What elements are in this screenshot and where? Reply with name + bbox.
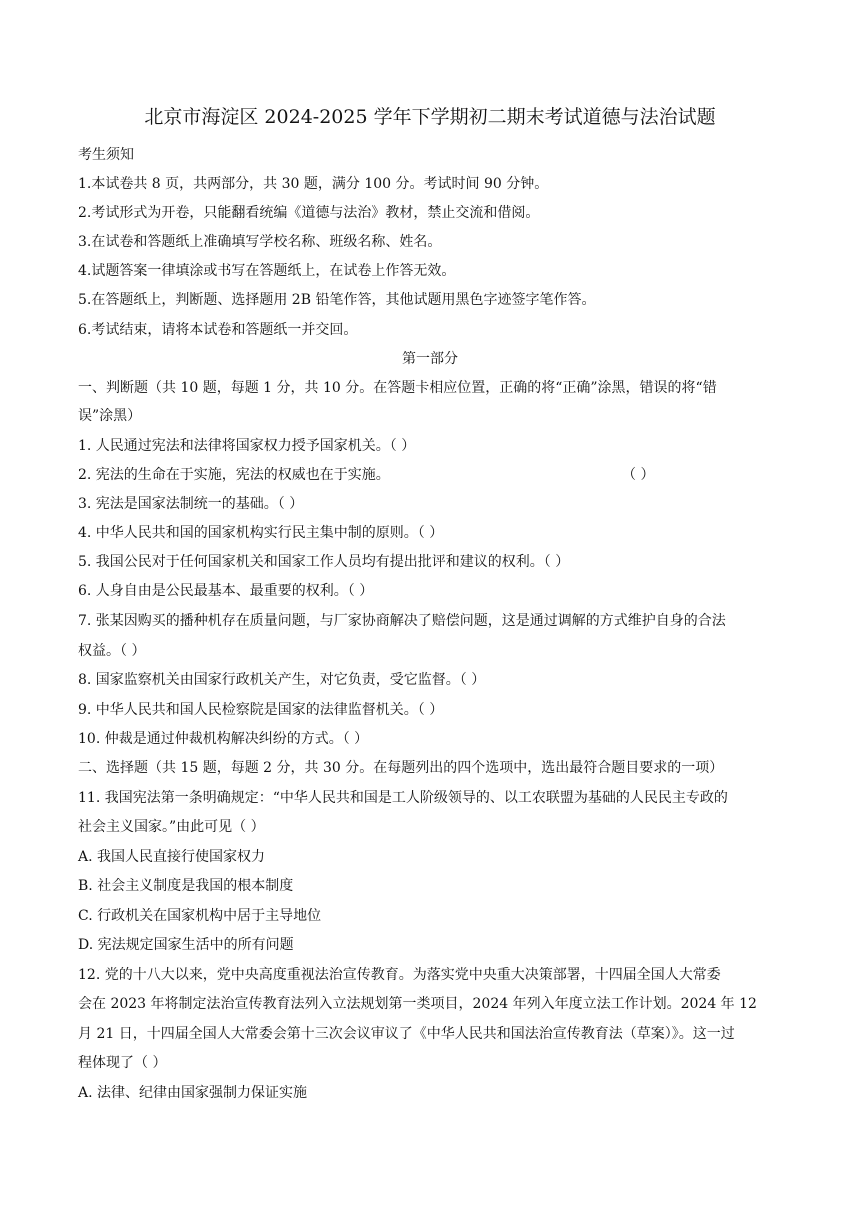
notice-item-4: 4.试题答案一律填涂或书写在答题纸上，在试卷上作答无效。	[78, 263, 456, 279]
part-one-heading: 第一部分	[402, 351, 458, 367]
question-11: 11. 我国宪法第一条明确规定：“中华人民共和国是工人阶级领导的、以工农联盟为基础的人民民主专政的	[78, 790, 728, 806]
question-9: 9. 中华人民共和国人民检察院是国家的法律监督机关。（ ）	[78, 702, 444, 718]
notice-item-2: 2.考试形式为开卷，只能翻看统编《道德与法治》教材，禁止交流和借阅。	[78, 205, 540, 221]
notice-item-6: 6.考试结束，请将本试卷和答题纸一并交回。	[78, 322, 358, 338]
question-11-option-d: D. 宪法规定国家生活中的所有问题	[78, 937, 294, 953]
notice-item-3: 3.在试卷和答题纸上准确填写学校名称、班级名称、姓名。	[78, 234, 442, 250]
question-12-cont-1: 会在 2023 年将制定法治宣传教育法列入立法规划第一类项目，2024 年列入年度立法工作计划。2024 年 12	[78, 996, 757, 1012]
question-12: 12. 党的十八大以来，党中央高度重视法治宣传教育。为落实党中央重大决策部署，十四届全国人大常委	[78, 967, 721, 983]
question-11-option-b: B. 社会主义制度是我国的根本制度	[78, 878, 294, 894]
question-12-cont-2: 月 21 日，十四届全国人大常委会第十三次会议审议了《中华人民共和国法治宣传教育法（草案）》。这一过	[78, 1026, 735, 1042]
question-2-bracket: （ ）	[622, 467, 655, 483]
question-12-cont-3: 程体现了（ ）	[78, 1055, 167, 1071]
question-12-option-a: A. 法律、纪律由国家强制力保证实施	[78, 1085, 308, 1101]
question-4: 4. 中华人民共和国的国家机构实行民主集中制的原则。（ ）	[78, 525, 444, 541]
question-11-option-a: A. 我国人民直接行使国家权力	[78, 849, 266, 865]
question-11-cont: 社会主义国家。”由此可见（ ）	[78, 819, 265, 835]
notice-heading: 考生须知	[78, 147, 134, 163]
section-two-heading: 二、选择题（共 15 题，每题 2 分，共 30 分。在每题列出的四个选项中，选出最符合题目要求的一项）	[78, 760, 724, 776]
section-one-heading: 一、判断题（共 10 题，每题 1 分，共 10 分。在答题卡相应位置，正确的将“正确”涂黑，错误的将“错	[78, 380, 717, 396]
exam-title: 北京市海淀区 2024-2025 学年下学期初二期末考试道德与法治试题	[144, 106, 716, 128]
notice-item-5: 5.在答题纸上，判断题、选择题用 2B 铅笔作答，其他试题用黑色字迹签字笔作答。	[78, 292, 596, 308]
question-7-cont: 权益。（ ）	[78, 643, 146, 659]
question-7: 7. 张某因购买的播种机存在质量问题，与厂家协商解决了赔偿问题，这是通过调解的方式维护自身的合法	[78, 613, 726, 629]
question-3: 3. 宪法是国家法制统一的基础。（ ）	[78, 496, 304, 512]
question-5: 5. 我国公民对于任何国家机关和国家工作人员均有提出批评和建议的权利。（ ）	[78, 554, 570, 570]
question-2-text: 2. 宪法的生命在于实施，宪法的权威也在于实施。	[78, 467, 390, 483]
question-6: 6. 人身自由是公民最基本、最重要的权利。（ ）	[78, 583, 374, 599]
question-8: 8. 国家监察机关由国家行政机关产生，对它负责，受它监督。（ ）	[78, 672, 486, 688]
notice-item-1: 1.本试卷共 8 页，共两部分，共 30 题，满分 100 分。考试时间 90 分钟。	[78, 176, 549, 192]
question-1: 1. 人民通过宪法和法律将国家权力授予国家机关。（ ）	[78, 438, 416, 454]
question-2	[78, 465, 390, 485]
question-11-option-c: C. 行政机关在国家机构中居于主导地位	[78, 908, 322, 924]
question-10: 10. 仲裁是通过仲裁机构解决纠纷的方式。（ ）	[78, 731, 369, 747]
section-one-heading-cont: 误”涂黑）	[78, 408, 142, 424]
